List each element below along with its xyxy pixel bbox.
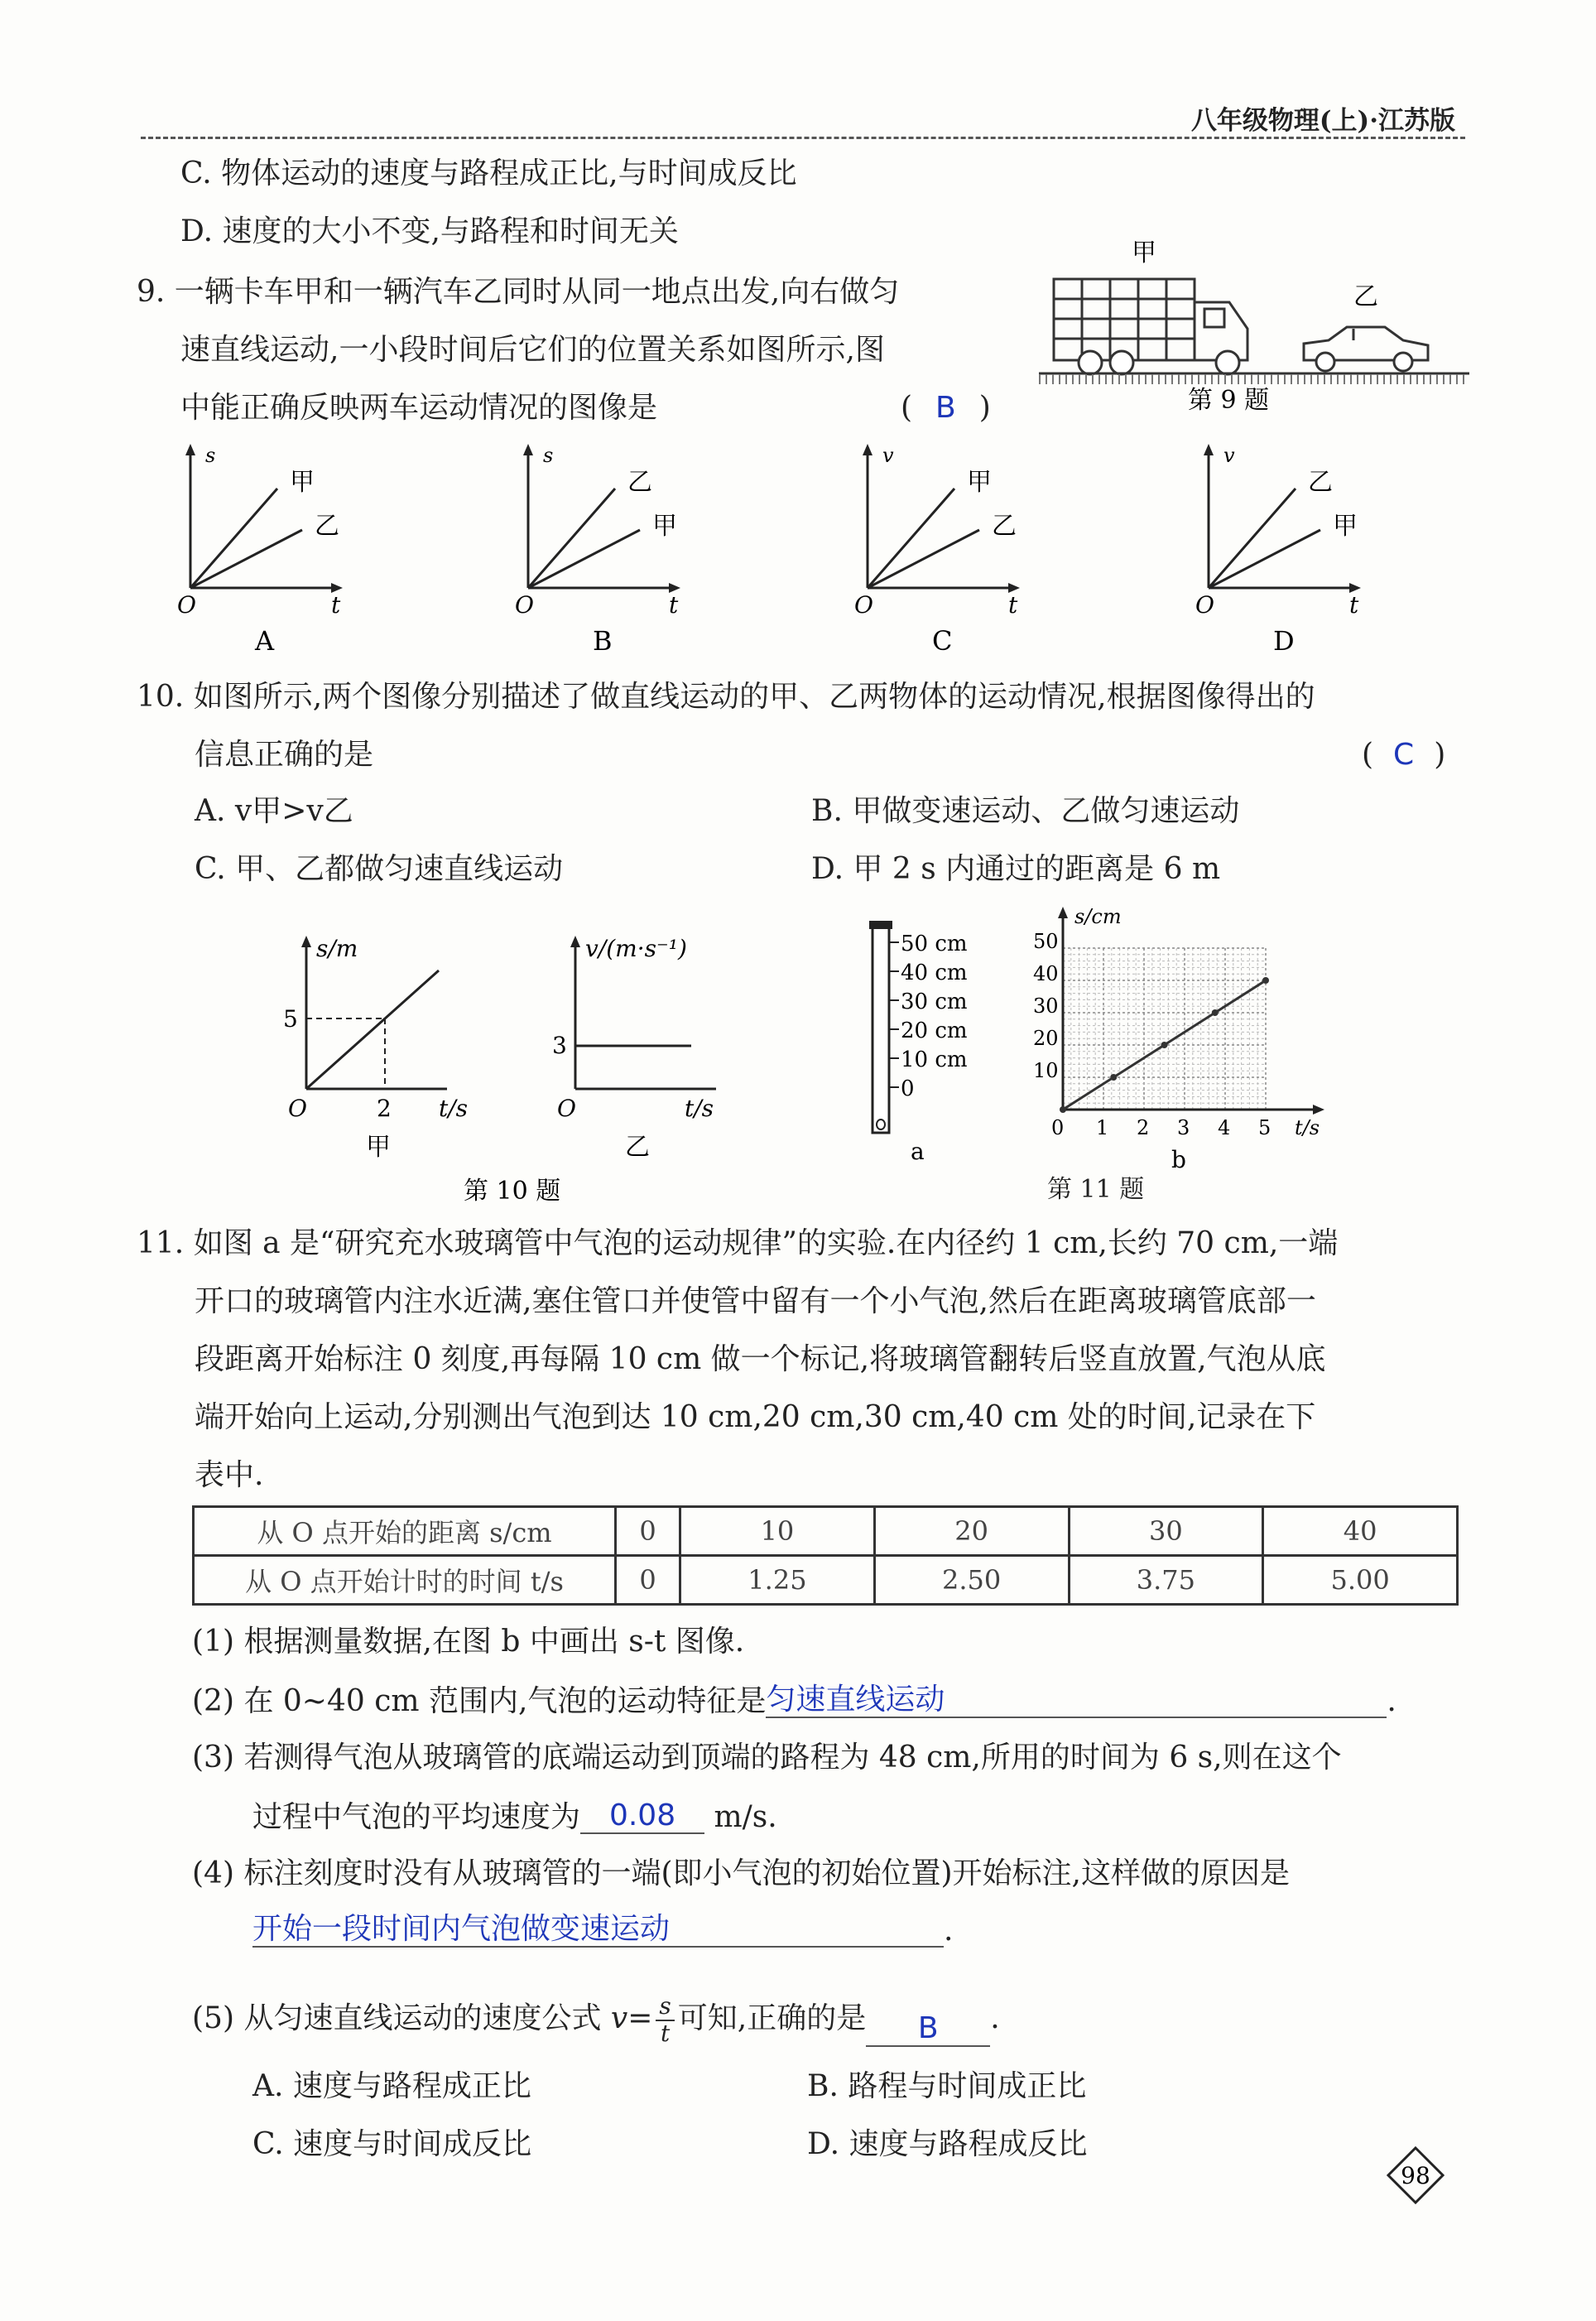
svg-text:甲: 甲 [967,468,992,497]
svg-text:30 cm: 30 cm [901,990,968,1014]
data-point [1110,1074,1117,1081]
q9-figure-caption: 第 9 题 [1188,386,1270,415]
q11-sub5-answer: B [917,2011,939,2045]
svg-text:5: 5 [283,1005,298,1033]
data-point [1060,1106,1066,1113]
q11-sub2-answer: 匀速直线运动 [766,1683,945,1717]
svg-text:O: O [288,1095,307,1122]
table-cell: 0 [616,1556,680,1605]
svg-text:a: a [911,1138,925,1165]
svg-text:0: 0 [901,1076,915,1101]
y-tick: 10 [1033,1059,1059,1082]
q9-text-line2: 速直线运动,一小段时间后它们的位置关系如图所示,图 [180,333,885,367]
x-tick: 2 [1137,1116,1150,1139]
svg-text:甲: 甲 [652,512,677,541]
q11-sub4-answer: 开始一段时间内气泡做变速运动 [252,1912,671,1946]
page-number-badge [1387,2146,1445,2204]
table-cell: 1.25 [680,1556,875,1605]
svg-text:O: O [515,591,534,619]
svg-text:t/s: t/s [685,1095,714,1122]
car-icon [1304,327,1428,371]
q11-text-line5: 表中. [195,1458,264,1492]
table-cell: 0 [616,1507,680,1556]
svg-text:40 cm: 40 cm [901,961,968,985]
q11-option-d: D. 速度与路程成反比 [807,2127,1088,2161]
table-row [194,1507,1458,1556]
table-cell: 40 [1263,1507,1458,1556]
chart-grid [1063,948,1266,1110]
q8-option-d: D. 速度的大小不变,与路程和时间无关 [180,214,679,248]
q11-data-table [192,1505,1459,1606]
q11-text-line1: 11. 如图 a 是“研究充水玻璃管中气泡的运动规律”的实验.在内径约 1 cm,长约 70 cm,一端 [137,1226,1339,1260]
header-divider [141,137,1465,139]
q9-graph-b [515,444,680,657]
svg-text:20 cm: 20 cm [901,1018,968,1043]
svg-text:B: B [593,625,613,657]
q10-text-line2: 信息正确的是 [195,738,374,772]
svg-text:10 cm: 10 cm [901,1047,968,1072]
q9-text-line1: 9. 一辆卡车甲和一辆汽车乙同时从同一地点出发,向右做匀 [137,275,900,309]
svg-text:乙: 乙 [627,468,652,497]
q11-st-chart [1018,898,1333,1180]
q9-graph-d [1195,444,1361,657]
q10-graph-jia [283,935,468,1162]
svg-text:s: s [543,444,554,467]
svg-text:D: D [1273,625,1295,657]
data-point [1262,977,1269,984]
svg-text:50 cm: 50 cm [901,932,968,956]
x-tick: 1 [1096,1116,1109,1139]
q10-option-d: D. 甲 2 s 内通过的距离是 6 m [811,852,1221,886]
chart-label-b: b [1171,1146,1186,1173]
svg-text:O: O [177,591,196,619]
svg-text:A: A [255,625,275,657]
table-cell: 2.50 [874,1556,1069,1605]
table-row [194,1556,1458,1605]
svg-text:t: t [669,591,679,619]
q11-option-b: B. 路程与时间成正比 [807,2069,1087,2103]
svg-text:t/s: t/s [439,1095,469,1122]
q9-answer: B [935,391,956,425]
svg-text:O: O [557,1095,576,1122]
q9-graph-a [177,444,343,657]
table-cell: 3.75 [1069,1556,1263,1605]
table-cell: 从 O 点开始计时的时间 t/s [194,1556,616,1605]
q11-option-c: C. 速度与时间成反比 [252,2127,532,2161]
svg-text:t: t [1349,591,1359,619]
page-header: 八年级物理(上)·江苏版 [1190,106,1455,136]
data-point [1161,1042,1168,1048]
y-tick: 20 [1033,1027,1059,1050]
q10-option-b: B. 甲做变速运动、乙做匀速运动 [811,794,1240,828]
q9-answer-bracket: ( B ) [901,391,991,425]
q9-option-graphs [166,439,1407,662]
x-tick: 0 [1051,1116,1065,1139]
q9-figure-label-jia: 甲 [1132,238,1156,267]
q11-sub4-line2: 开始一段时间内气泡做变速运动 . [252,1912,954,1948]
q9-figure [1039,236,1469,418]
table-cell: 从 O 点开始的距离 s/cm [194,1507,616,1556]
svg-text:乙: 乙 [315,512,339,541]
q11-tube-figure [853,911,1002,1176]
q11-sub4-line1: (4) 标注刻度时没有从玻璃管的一端(即小气泡的初始位置)开始标注,这样做的原因是 [192,1856,1290,1890]
glass-tube [873,926,889,1133]
y-tick: 40 [1033,962,1059,985]
q11-sub2: (2) 在 0~40 cm 范围内,气泡的运动特征是匀速直线运动 . [192,1683,1396,1718]
svg-text:v: v [1223,444,1235,467]
table-cell: 30 [1069,1507,1263,1556]
q11-sub5: (5) 从匀速直线运动的速度公式 v= $\frac{s}{t}$ 可知,正确的是 B . [192,1992,1000,2047]
svg-text:s/m: s/m [316,935,358,962]
svg-text:乙: 乙 [625,1133,650,1162]
svg-text:v/(m·s⁻¹): v/(m·s⁻¹) [585,935,687,962]
q9-graph-c [854,444,1020,657]
q10-answer: C [1393,738,1415,772]
q10-graphs [273,927,770,1209]
x-tick: 4 [1218,1116,1231,1139]
svg-text:t: t [331,591,341,619]
table-cell: 10 [680,1507,875,1556]
truck-icon [1054,279,1247,374]
q11-sub3-line2: 过程中气泡的平均速度为 0.08 m/s. [252,1799,777,1834]
svg-text:v: v [882,444,894,467]
q10-option-a: A. v甲>v乙 [195,794,353,828]
chart-ylabel: s/cm [1074,905,1122,928]
x-tick: 3 [1177,1116,1190,1139]
table-cell: 5.00 [1263,1556,1458,1605]
svg-text:甲: 甲 [1333,512,1358,541]
q11-sub3-answer: 0.08 [608,1799,676,1832]
svg-text:3: 3 [552,1032,567,1059]
q9-figure-label-yi: 乙 [1353,282,1378,311]
y-tick: 50 [1033,930,1059,953]
q10-caption: 第 10 题 [464,1177,561,1206]
svg-text:s: s [205,444,216,467]
y-tick: 30 [1033,994,1059,1018]
page-number: 98 [1401,2162,1430,2189]
q11-text-line3: 段距离开始标注 0 刻度,再每隔 10 cm 做一个标记,将玻璃管翻转后竖直放置,气泡从底 [195,1342,1326,1376]
svg-text:C: C [932,625,953,657]
q9-text-line3: 中能正确反映两车运动情况的图像是 [180,391,658,425]
svg-text:O: O [1195,591,1214,619]
data-point [1212,1009,1219,1016]
q10-graph-yi [552,935,716,1162]
q11-sub3-line1: (3) 若测得气泡从玻璃管的底端运动到顶端的路程为 48 cm,所用的时间为 6 s,则在这个 [192,1741,1342,1774]
svg-text:t: t [1008,591,1018,619]
svg-text:甲: 甲 [290,468,315,497]
svg-text:乙: 乙 [992,512,1017,541]
q8-option-c: C. 物体运动的速度与路程成正比,与时间成反比 [180,156,797,190]
q11-caption: 第 11 题 [1047,1175,1145,1204]
svg-text:甲: 甲 [366,1133,391,1162]
q10-text-line1: 10. 如图所示,两个图像分别描述了做直线运动的甲、乙两物体的运动情况,根据图像得出的 [137,680,1315,714]
svg-text:2: 2 [377,1095,392,1122]
chart-xlabel: t/s [1295,1116,1320,1139]
q11-sub1: (1) 根据测量数据,在图 b 中画出 s-t 图像. [192,1625,745,1659]
q11-text-line4: 端开始向上运动,分别测出气泡到达 10 cm,20 cm,30 cm,40 cm 处的时间,记录在下 [195,1400,1316,1434]
q11-text-line2: 开口的玻璃管内注水近满,塞住管口并使管中留有一个小气泡,然后在距离玻璃管底部一 [195,1284,1316,1318]
q11-option-a: A. 速度与路程成正比 [252,2069,531,2103]
svg-text:乙: 乙 [1308,468,1333,497]
x-tick: 5 [1258,1116,1272,1139]
svg-text:O: O [854,591,873,619]
q10-option-c: C. 甲、乙都做匀速直线运动 [195,852,564,886]
q10-answer-bracket: ( C ) [1362,738,1446,772]
table-cell: 20 [874,1507,1069,1556]
